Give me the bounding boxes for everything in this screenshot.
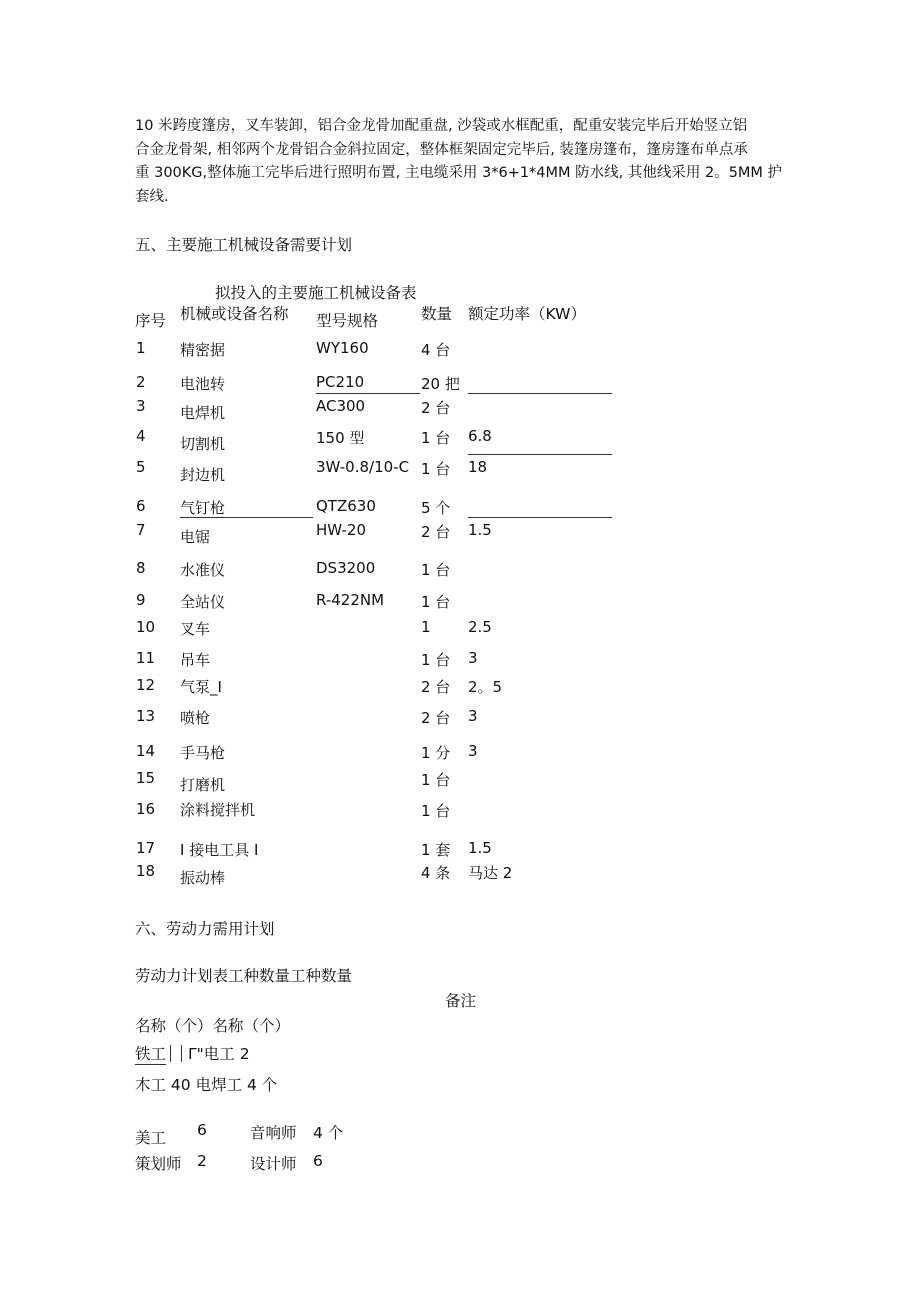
section5-heading: 五、主要施工机械设备需要计划 (135, 236, 353, 254)
row-power: 18 (468, 458, 488, 476)
intro-paragraph (135, 115, 790, 209)
labor-pair-name1: 美工 (135, 1129, 167, 1147)
row-index: 6 (136, 497, 146, 515)
row-qty: 5 个 (421, 499, 451, 517)
row-qty: 2 台 (421, 523, 451, 541)
row-index: 1 (136, 339, 146, 357)
row-qty: 2 台 (421, 678, 451, 696)
row-power: 3 (468, 707, 478, 725)
row-index: 12 (136, 676, 156, 694)
table-rule (468, 454, 612, 455)
row-index: 8 (136, 559, 146, 577)
row-name: 全站仪 (180, 593, 226, 611)
labor-pair-qty2: 6 (313, 1152, 323, 1170)
row-qty: 1 (421, 618, 431, 636)
labor-subheader: 名称（个）名称（个） (135, 1017, 291, 1035)
row-power: 2。5 (468, 678, 503, 696)
row-qty: 1 台 (421, 771, 451, 789)
intro-line: 10 米跨度篷房，叉车装卸，铝合金龙骨加配重盘, 沙袋或水框配重，配重安装完毕后开始竖立铝 (135, 118, 748, 134)
row-model: 150 型 (316, 429, 365, 447)
header-name: 机械或设备名称 (180, 305, 289, 323)
row-model: PC210 (316, 373, 365, 391)
row-qty: 4 条 (421, 864, 451, 882)
row-name: 喷枪 (180, 709, 211, 727)
labor-iron-worker: 铁工 (135, 1045, 167, 1063)
row-qty: 1 台 (421, 802, 451, 820)
row-qty: 4 台 (421, 341, 451, 359)
row-qty: 1 套 (421, 841, 451, 859)
labor-pair-qty1: 2 (197, 1152, 207, 1170)
row-model: DS3200 (316, 559, 376, 577)
row-name: 打磨机 (180, 776, 226, 794)
row-qty: 2 台 (421, 709, 451, 727)
row-index: 3 (136, 397, 146, 415)
row-index: 2 (136, 373, 146, 391)
row-power: 马达 2 (468, 864, 513, 882)
row-name: 切割机 (180, 435, 226, 453)
row-model: QTZ630 (316, 497, 376, 515)
row-power: 1.5 (468, 839, 492, 857)
row-power: 1.5 (468, 521, 492, 539)
row-name: 吊车 (180, 651, 211, 669)
section6-heading: 六、劳动力需用计划 (135, 920, 275, 938)
row-name: 电焊机 (180, 404, 226, 422)
labor-title: 劳动力计划表工种数量工种数量 (135, 967, 353, 985)
row-qty: 1 台 (421, 460, 451, 478)
row-qty: 2 台 (421, 399, 451, 417)
row-model: R-422NM (316, 591, 385, 609)
row-qty: 1 台 (421, 429, 451, 447)
intro-line: 合金龙骨架, 相邻两个龙骨铝合金斜拉固定，整体框架固定完毕后, 装篷房篷布，篷房篷布单点承 (135, 141, 748, 158)
row-qty: 1 台 (421, 561, 451, 579)
row-model: 3W-0.8/10-C (316, 458, 410, 476)
header-power: 额定功率（KW） (468, 305, 586, 323)
labor-pair-name1: 策划师 (135, 1155, 182, 1173)
row-power: 2.5 (468, 618, 492, 636)
labor-pair-qty1: 6 (197, 1121, 207, 1139)
row-index: 16 (136, 800, 156, 818)
row-index: 9 (136, 591, 146, 609)
row-name: 电池转 (180, 375, 226, 393)
table-rule (316, 393, 420, 394)
row-name: 封边机 (180, 466, 226, 484)
row-index: 18 (136, 862, 156, 880)
row-index: 14 (136, 742, 156, 760)
row-index: 4 (136, 427, 146, 445)
row-power: 3 (468, 649, 478, 667)
row-power: 6.8 (468, 427, 492, 445)
row-qty: 1 台 (421, 651, 451, 669)
row-index: 5 (136, 458, 146, 476)
row-index: 15 (136, 769, 156, 787)
row-index: 10 (136, 618, 156, 636)
labor-separator (181, 1045, 182, 1062)
labor-remark: 备注 (445, 992, 477, 1010)
row-model: HW-20 (316, 521, 367, 539)
row-name: 手马枪 (180, 744, 226, 762)
row-index: 11 (136, 649, 156, 667)
labor-line-b: 木工 40 电焊工 4 个 (135, 1076, 278, 1094)
labor-pair-name2: 设计师 (250, 1155, 297, 1173)
row-name: 叉车 (180, 620, 211, 638)
row-name: 精密据 (180, 341, 226, 359)
row-name: 水准仪 (180, 561, 226, 579)
row-name: 振动棒 (180, 869, 226, 887)
row-index: 13 (136, 707, 156, 725)
header-model: 型号规格 (316, 312, 379, 330)
row-name: 气钉枪 (180, 499, 226, 517)
labor-pair-name2: 音响师 (250, 1124, 297, 1142)
row-name: 气泵_I (180, 678, 222, 696)
intro-line: 套线. (135, 188, 169, 205)
row-index: 7 (136, 521, 146, 539)
row-model: AC300 (316, 397, 366, 415)
row-index: 17 (136, 839, 156, 857)
header-qty: 数量 (421, 305, 453, 323)
table-rule (468, 517, 612, 518)
labor-pair-qty2: 4 个 (313, 1124, 344, 1142)
labor-separator (170, 1045, 171, 1062)
table-rule (468, 393, 612, 394)
header-index: 序号 (135, 312, 167, 330)
table-rule (180, 517, 313, 518)
table-caption: 拟投入的主要施工机械设备表 (215, 284, 417, 302)
labor-electrician: Γ"电工 2 (188, 1045, 250, 1063)
row-model: WY160 (316, 339, 369, 357)
row-qty: 1 台 (421, 593, 451, 611)
row-qty: 1 分 (421, 744, 451, 762)
intro-line: 重 300KG,整体施工完毕后进行照明布置, 主电缆采用 3*6+1*4MM 防水线, 其他线采用 2。5MM 护 (135, 165, 783, 181)
row-name: I 接电工具 I (180, 841, 259, 859)
labor-line-a (135, 1042, 250, 1064)
row-name: 电锯 (180, 528, 211, 546)
row-power: 3 (468, 742, 478, 760)
row-qty: 20 把 (421, 375, 460, 393)
row-name: 涂料搅拌机 (180, 801, 256, 819)
